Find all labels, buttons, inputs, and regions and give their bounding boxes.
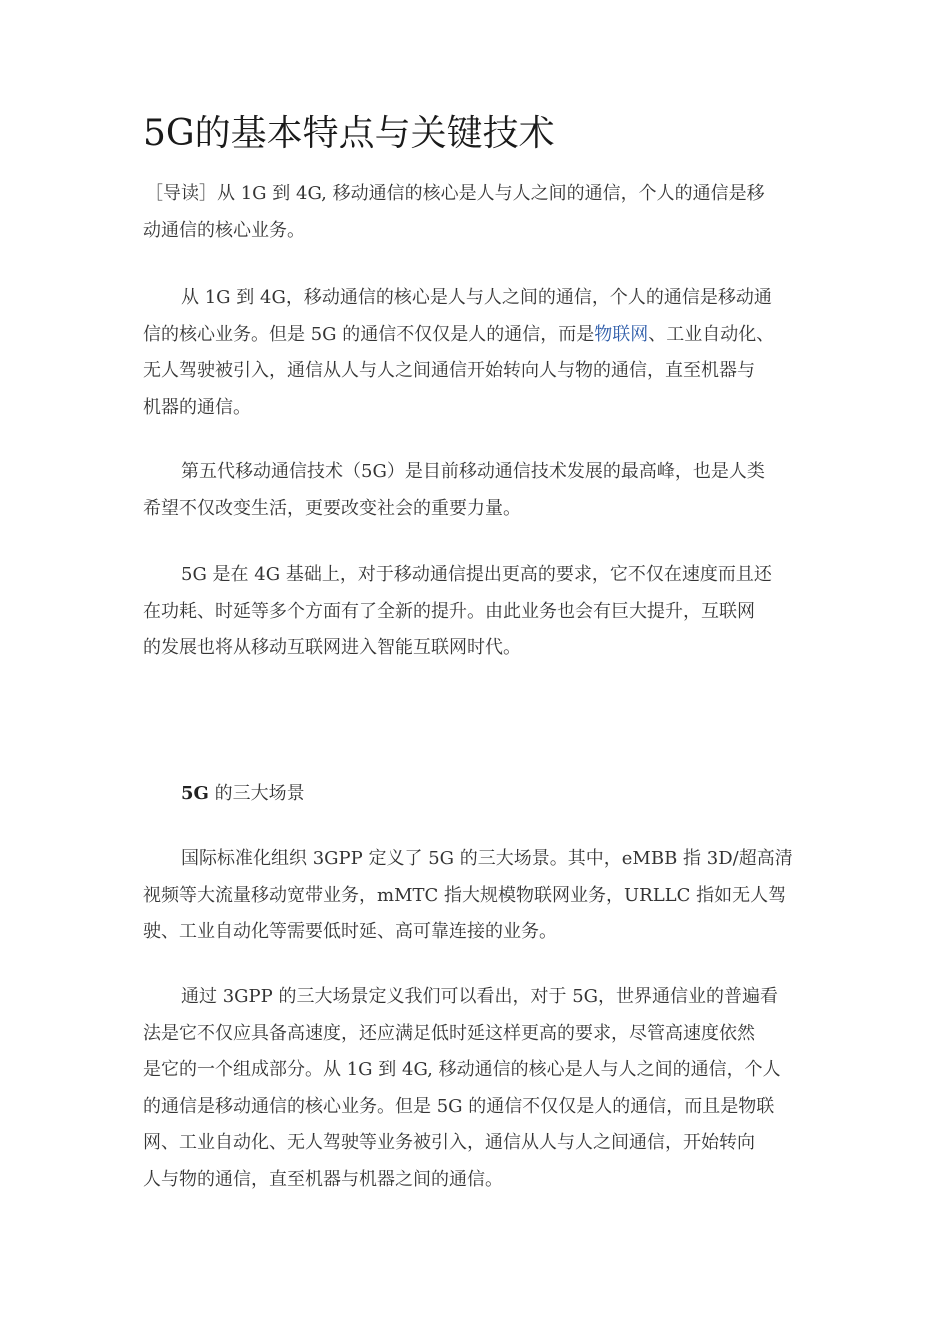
paragraph-4-line-2: 视频等大流量移动宽带业务，mMTC 指大规模物联网业务，URLLC 指如无人驾 xyxy=(143,884,787,906)
paragraph-1-line-2-text: 信的核心业务。但是 5G 的通信不仅仅是人的通信，而是 xyxy=(143,323,595,345)
paragraph-4-line-3: 驶、工业自动化等需要低时延、高可靠连接的业务。 xyxy=(143,921,557,942)
paragraph-1-line-3: 无人驾驶被引入，通信从人与人之间通信开始转向人与物的通信，直至机器与 xyxy=(143,360,755,381)
paragraph-3 xyxy=(143,557,808,667)
lead-line-1: ［导读］从 1G 到 4G, 移动通信的核心是人与人之间的通信，个人的通信是移 xyxy=(145,183,765,204)
paragraph-3-line-2: 在功耗、时延等多个方面有了全新的提升。由此业务也会有巨大提升，互联网 xyxy=(143,600,755,622)
paragraph-5-line-5: 网、工业自动化、无人驾驶等业务被引入，通信从人与人之间通信，开始转向 xyxy=(143,1132,755,1153)
paragraph-2-line-2: 希望不仅改变生活，更要改变社会的重要力量。 xyxy=(143,497,521,519)
iot-link[interactable]: 物联网 xyxy=(594,323,649,345)
paragraph-2 xyxy=(143,454,808,527)
paragraph-4 xyxy=(143,841,808,951)
paragraph-2-line-1: 第五代移动通信技术（5G）是目前移动通信技术发展的最高峰，也是人类 xyxy=(181,461,765,482)
paragraph-5-line-3: 是它的一个组成部分。从 1G 到 4G, 移动通信的核心是人与人之间的通信，个人 xyxy=(143,1059,781,1080)
lead-paragraph xyxy=(143,176,808,249)
section-heading-text: 的三大场景 xyxy=(208,783,305,804)
paragraph-3-line-3: 的发展也将从移动互联网进入智能互联网时代。 xyxy=(143,637,521,658)
section-heading xyxy=(181,776,305,812)
paragraph-4-line-1: 国际标准化组织 3GPP 定义了 5G 的三大场景。其中，eMBB 指 3D/超高清 xyxy=(181,848,793,869)
lead-line-2: 动通信的核心业务。 xyxy=(143,219,305,241)
paragraph-1-line-4: 机器的通信。 xyxy=(143,396,251,418)
section-heading-bold: 5G xyxy=(181,783,209,804)
paragraph-1-line-1: 从 1G 到 4G，移动通信的核心是人与人之间的通信，个人的通信是移动通 xyxy=(181,287,772,308)
article-title: 5G的基本特点与关键技术 xyxy=(143,113,555,154)
paragraph-1-line-2 xyxy=(143,317,808,354)
paragraph-3-line-1: 5G 是在 4G 基础上，对于移动通信提出更高的要求，它不仅在速度而且还 xyxy=(181,564,772,585)
paragraph-5-line-2: 法是它不仅应具备高速度，还应满足低时延这样更高的要求，尽管高速度依然 xyxy=(143,1022,755,1044)
paragraph-1-line-2-tail: 、工业自动化、 xyxy=(648,323,775,345)
paragraph-5-line-6: 人与物的通信，直至机器与机器之间的通信。 xyxy=(143,1168,503,1190)
paragraph-1 xyxy=(143,280,808,426)
paragraph-5 xyxy=(143,979,808,1198)
paragraph-5-line-1: 通过 3GPP 的三大场景定义我们可以看出，对于 5G，世界通信业的普遍看 xyxy=(181,986,779,1007)
paragraph-5-line-4: 的通信是移动通信的核心业务。但是 5G 的通信不仅仅是人的通信，而且是物联 xyxy=(143,1095,775,1117)
